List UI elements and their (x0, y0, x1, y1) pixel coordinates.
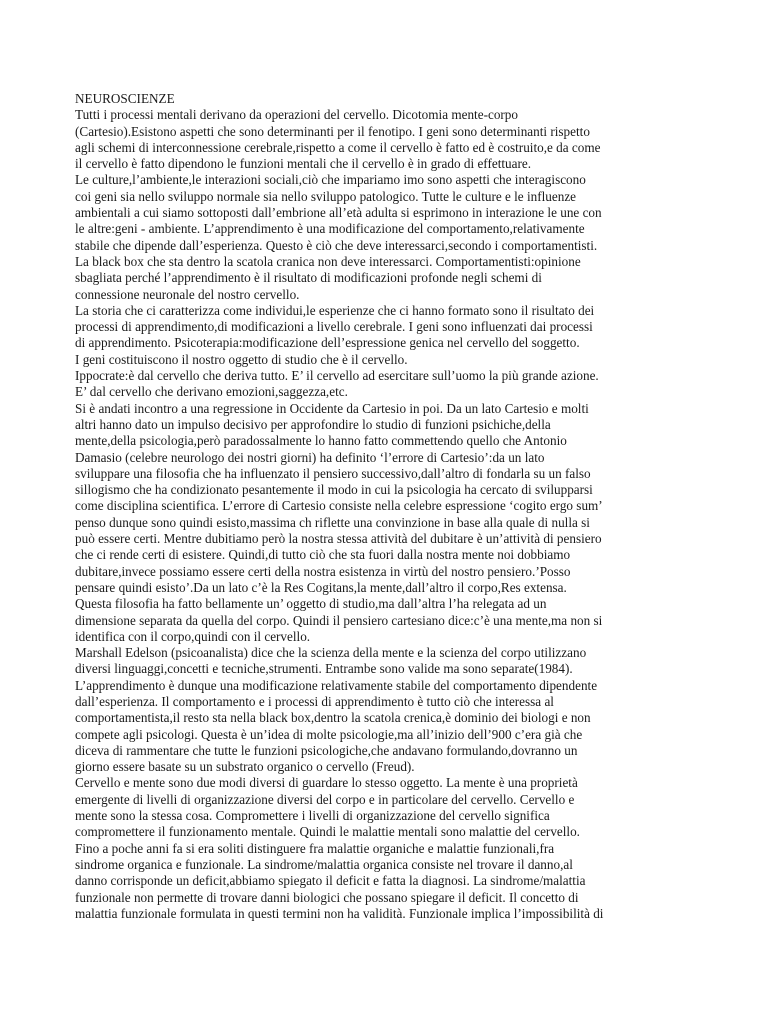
text-line: emergente di livelli di organizzazione diversi del corpo e in particolare del cervello. Cervello e (75, 791, 575, 807)
text-line: (Cartesio).Esistono aspetti che sono determinanti per il fenotipo. I geni sono determinanti rispetto (75, 123, 590, 139)
text-line: ambientali a cui siamo sottoposti dall’embrione all’età adulta si esprimono in interazione le une con (75, 205, 602, 221)
text-line: Marshall Edelson (psicoanalista) dice che la scienza della mente e la scienza del corpo utilizzano (75, 645, 587, 661)
text-line: sviluppare una filosofia che ha influenzato il pensiero successivo,dall’altro di fondarla su un falso (75, 465, 591, 481)
text-line: agli schemi di interconnessione cerebrale,rispetto a come il cervello è fatto ed è costruito,e da come (75, 139, 601, 155)
text-line: sindrome organica e funzionale. La sindrome/malattia organica consiste nel trovare il danno,al (75, 856, 573, 872)
text-line: le altre:geni - ambiente. L’apprendimento è una modificazione del comportamento,relativamente (75, 221, 585, 237)
text-line: mente,della psicologia,però paradossalmente lo hanno fatto commettendo quello che Antonio (75, 433, 567, 449)
text-line: sillogismo che ha condizionato pesantemente il modo in cui la psicologia ha cercato di svilupparsi (75, 482, 593, 498)
text-line: compromettere il funzionamento mentale. Quindi le malattie mentali sono malattie del cervello. (75, 824, 580, 840)
text-line: altri hanno dato un impulso decisivo per approfondire lo studio di funzioni psichiche,della (75, 416, 551, 432)
text-line: connessione neuronale del nostro cervello. (75, 286, 300, 302)
text-line: diversi linguaggi,concetti e tecniche,strumenti. Entrambe sono valide ma sono separate(1984). (75, 661, 573, 677)
text-line: Le culture,l’ambiente,le interazioni sociali,ciò che impariamo imo sono aspetti che interagiscono (75, 172, 586, 188)
text-line: funzionale non permette di trovare danni biologici che possano spiegare il deficit. Il concetto di (75, 889, 579, 905)
text-line: dimensione separata da quella del corpo. Quindi il pensiero cartesiano dice:c’è una mente,ma non si (75, 612, 603, 628)
text-line: malattia funzionale formulata in questi termini non ha validità. Funzionale implica l’impossibilità di (75, 905, 604, 921)
text-line: può essere certi. Mentre dubitiamo però la nostra stessa attività del dubitare è un’attività di pensiero (75, 531, 602, 547)
text-line: Ippocrate:è dal cervello che deriva tutto. E’ il cervello ad esercitare sull’uomo la più grande azione. (75, 368, 599, 384)
text-line: diceva di rammentare che tutte le funzioni psicologiche,che andavano formulando,dovranno un (75, 742, 578, 758)
text-line: La storia che ci caratterizza come individui,le esperienze che ci hanno formato sono il risultato dei (75, 302, 595, 318)
text-line: L’apprendimento è dunque una modificazione relativamente stabile del comportamento dipendente (75, 677, 598, 693)
text-line: Cervello e mente sono due modi diversi di guardare lo stesso oggetto. La mente è una proprietà (75, 775, 578, 791)
text-line: il cervello è fatto dipendono le funzioni mentali che il cervello è in grado di effettuare. (75, 156, 532, 172)
text-line: La black box che sta dentro la scatola cranica non deve interessarci. Comportamentisti:opinione (75, 253, 581, 269)
text-line: Questa filosofia ha fatto bellamente un’ oggetto di studio,ma dall’altra l’ha relegata ad un (75, 596, 547, 612)
text-line: sbagliata perché l’apprendimento è il risultato di modificazioni profonde negli schemi di (75, 270, 542, 286)
text-line: di apprendimento. Psicoterapia:modificazione dell’espressione genica nel cervello del soggetto. (75, 335, 580, 351)
text-line: compete agli psicologi. Questa è un’idea di molte psicologie,ma all’inizio dell’900 c’era già che (75, 726, 583, 742)
text-line: Si è andati incontro a una regressione in Occidente da Cartesio in poi. Da un lato Cartesio e molti (75, 400, 589, 416)
text-line: mente sono la stessa cosa. Compromettere i livelli di organizzazione del cervello significa (75, 808, 550, 824)
text-line: Tutti i processi mentali derivano da operazioni del cervello. Dicotomia mente-corpo (75, 107, 518, 123)
text-line: processi di apprendimento,di modificazioni a livello cerebrale. I geni sono influenzati dai processi (75, 319, 593, 335)
text-line: Fino a poche anni fa si era soliti distinguere fra malattie organiche e malattie funzionali,fra (75, 840, 555, 856)
text-line: pensare quindi esisto’.Da un lato c’è la Res Cogitans,la mente,dall’altro il corpo,Res extensa. (75, 579, 567, 595)
text-line: dubitare,invece possiamo essere certi della nostra esistenza in virtù del nostro pensiero.’Posso (75, 563, 571, 579)
text-line: danno corrisponde un deficit,abbiamo spiegato il deficit e fatta la diagnosi. La sindrome/malattia (75, 873, 586, 889)
document-title: NEUROSCIENZE (75, 91, 175, 106)
text-line: come disciplina scientifica. L’errore di Cartesio consiste nella celebre espressione ‘cogito ergo sum’ (75, 498, 603, 514)
text-line: che ci rende certi di esistere. Quindi,di tutto ciò che sta fuori dalla nostra mente noi dobbiamo (75, 547, 571, 563)
document-text-body (75, 91, 697, 922)
text-line: coi geni sia nello sviluppo normale sia nello sviluppo patologico. Tutte le culture e le influenze (75, 188, 577, 204)
text-line: penso dunque sono quindi esisto,massima ch riflette una convinzione in base alla quale di nulla si (75, 514, 590, 530)
text-line: identifica con il corpo,quindi con il cervello. (75, 628, 311, 644)
text-line: Damasio (celebre neurologo dei nostri giorni) ha definito ‘l’errore di Cartesio’:da un lato (75, 449, 545, 465)
text-line: comportamentista,il resto sta nella black box,dentro la scatola crenica,è dominio dei biologi e non (75, 710, 591, 726)
text-line: stabile che dipende dall’esperienza. Questo è ciò che deve interessarci,secondo i comportamentisti. (75, 237, 598, 253)
text-line: E’ dal cervello che derivano emozioni,saggezza,etc. (75, 384, 348, 400)
text-line: I geni costituiscono il nostro oggetto di studio che è il cervello. (75, 351, 408, 367)
text-line: dall’esperienza. Il comportamento e i processi di apprendimento è tutto ciò che interessa al (75, 693, 554, 709)
text-line: giorno essere basate su un substrato organico o cervello (Freud). (75, 759, 415, 775)
